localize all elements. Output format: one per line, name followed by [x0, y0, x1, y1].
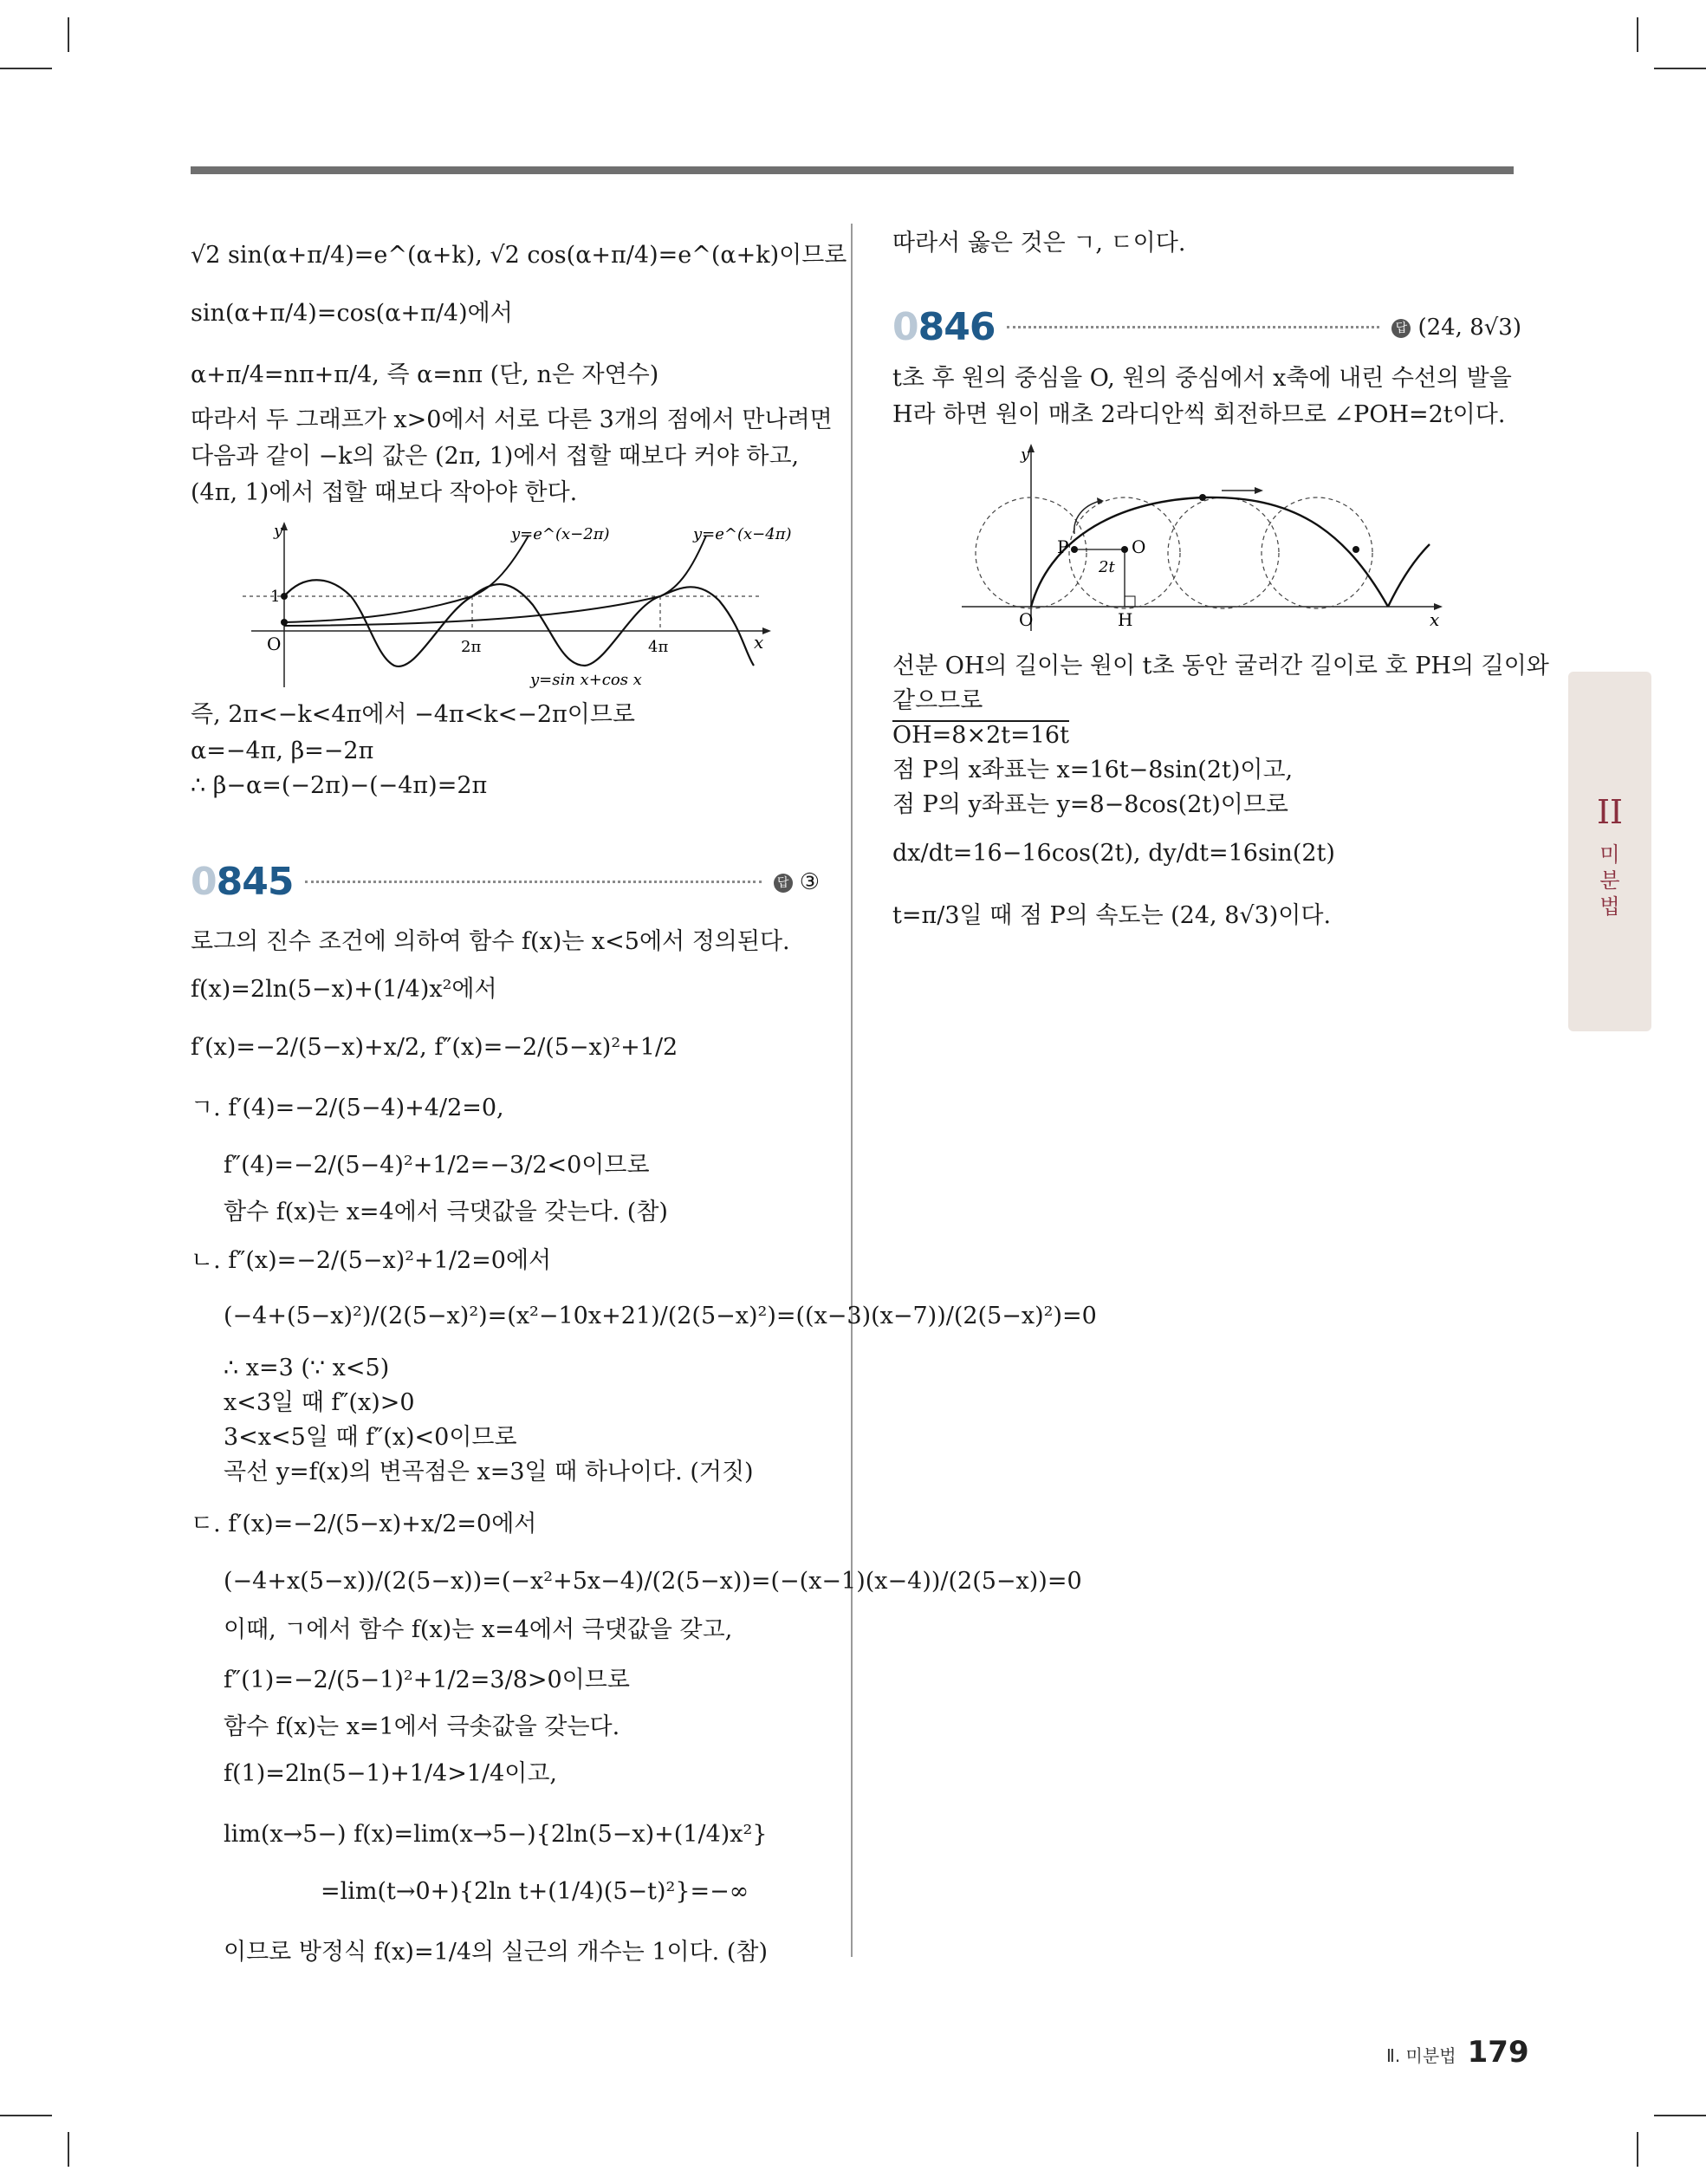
solution-line: f″(4)=−2/(5−4)²+1/2=−3/2<0이므로 [224, 1152, 650, 1179]
solution-line: (−4+x(5−x))/(2(5−x))=(−x²+5x−4)/(2(5−x))=(−(x−1)(x−4))/(2(5−x))=0 [224, 1568, 1082, 1595]
solution-line: t=π/3일 때 점 P의 속도는 (24, 8√3)이다. [892, 902, 1332, 929]
chapter-label [1568, 842, 1651, 920]
solution-line: sin(α+π/4)=cos(α+π/4)에서 [191, 300, 513, 327]
chapter-label-char: 분 [1599, 868, 1620, 893]
solution-line: ㄴ. f″(x)=−2/(5−x)²+1/2=0에서 [191, 1247, 552, 1274]
solution-line: 이므로 방정식 f(x)=1/4의 실근의 개수는 1이다. (참) [224, 1939, 768, 1966]
solution-line: 로그의 진수 조건에 의하여 함수 f(x)는 x<5에서 정의된다. [191, 928, 790, 955]
solution-line: OH=8×2t=16t [892, 722, 1069, 749]
graph-cycloid [962, 440, 1447, 635]
origin-label: O [267, 634, 282, 654]
solution-line: 즉, 2π<−k<4π에서 −4π<k<−2π이므로 [191, 701, 636, 728]
center-o-label: O [1132, 536, 1146, 557]
graph-exp-sin [225, 518, 792, 692]
crop-mark [68, 2132, 69, 2167]
solution-line: f(x)=2ln(5−x)+(1/4)x²에서 [191, 976, 497, 1003]
solution-line: H라 하면 원이 매초 2라디안씩 회전하므로 ∠POH=2t이다. [892, 401, 1506, 428]
x-axis-label: x [1430, 609, 1440, 630]
answer-mark: 답 (24, 8√3) [1391, 315, 1521, 341]
solution-line: dx/dt=16−16cos(2t), dy/dt=16sin(2t) [892, 840, 1335, 867]
problem-number: 0845 [191, 860, 294, 904]
crop-mark [1637, 2132, 1638, 2167]
point-h-label: H [1118, 609, 1133, 630]
solution-line: f(1)=2ln(5−1)+1/4>1/4이고, [224, 1760, 558, 1787]
answer-icon: 답 [774, 874, 793, 893]
solution-line: f″(1)=−2/(5−1)²+1/2=3/8>0이므로 [224, 1667, 630, 1693]
solution-line: 선분 OH의 길이는 원이 t초 동안 굴러간 길이로 호 PH의 길이와 [892, 653, 1549, 679]
solution-line: 점 P의 x좌표는 x=16t−8sin(2t)이고, [892, 757, 1294, 783]
point-p-label: P [1057, 536, 1069, 557]
problem-number: 0846 [892, 305, 996, 349]
angle-label: 2t [1099, 558, 1115, 576]
solution-line: 이때, ㄱ에서 함수 f(x)는 x=4에서 극댓값을 갖고, [224, 1616, 733, 1643]
leader-dots [1007, 326, 1379, 328]
solution-line: lim(x→5−) f(x)=lim(x→5−){2ln(5−x)+(1/4)x²} [224, 1821, 768, 1848]
solution-line: 따라서 두 그래프가 x>0에서 서로 다른 3개의 점에서 만나려면 [191, 406, 833, 433]
solution-line: (−4+(5−x)²)/(2(5−x)²)=(x²−10x+21)/(2(5−x)²)=((x−3)(x−7))/(2(5−x)²)=0 [224, 1303, 1097, 1329]
page-number: 179 [1467, 2035, 1529, 2070]
solution-line: x<3일 때 f″(x)>0 [224, 1389, 415, 1416]
solution-line: t초 후 원의 중심을 O, 원의 중심에서 x축에 내린 수선의 발을 [892, 365, 1512, 392]
chapter-label-char: 미 [1599, 842, 1620, 867]
crop-mark [1637, 17, 1638, 52]
crop-mark [1654, 68, 1706, 69]
solution-line: 함수 f(x)는 x=1에서 극솟값을 갖는다. [224, 1713, 620, 1740]
solution-line: 점 P의 y좌표는 y=8−8cos(2t)이므로 [892, 791, 1289, 818]
y-axis-label: y [1021, 445, 1030, 464]
crop-mark [68, 17, 69, 52]
curve-exp4pi-label: y=e^(x−4π) [693, 525, 792, 543]
solution-line: √2 sin(α+π/4)=e^(α+k), √2 cos(α+π/4)=e^(α+k)이므로 [191, 242, 847, 269]
chapter-label-char: 법 [1599, 894, 1620, 919]
solution-line: ㄱ. f′(4)=−2/(5−4)+4/2=0, [191, 1095, 504, 1121]
solution-line: α+π/4=nπ+π/4, 즉 α=nπ (단, n은 자연수) [191, 361, 659, 388]
two-pi-label: 2π [461, 638, 482, 656]
solution-line: (4π, 1)에서 접할 때보다 작아야 한다. [191, 479, 578, 506]
problem-header [191, 860, 820, 904]
solution-line: 다음과 같이 −k의 값은 (2π, 1)에서 접할 때보다 커야 하고, [191, 443, 800, 470]
solution-line: 함수 f(x)는 x=4에서 극댓값을 갖는다. (참) [224, 1199, 668, 1225]
chapter-tab [1568, 672, 1651, 1031]
footer-chapter: Ⅱ. 미분법 [1386, 2045, 1456, 2066]
one-label: 1 [270, 588, 281, 606]
solution-line: α=−4π, β=−2π [191, 738, 374, 764]
origin-label: O [1019, 609, 1034, 630]
column-divider [851, 224, 853, 1957]
solution-line: ㄷ. f′(x)=−2/(5−x)+x/2=0에서 [191, 1511, 537, 1537]
solution-line: 따라서 옳은 것은 ㄱ, ㄷ이다. [892, 230, 1186, 257]
header-rule [191, 166, 1514, 174]
chapter-number: II [1596, 793, 1624, 831]
page-footer [1386, 2035, 1529, 2070]
solution-line: 같으므로 [892, 687, 983, 714]
problem-header [892, 305, 1521, 349]
answer-mark: 답 ③ [774, 869, 820, 895]
crop-mark [0, 68, 52, 69]
curve-sincos-label: y=sin x+cos x [530, 671, 642, 689]
x-axis-label: x [754, 632, 764, 653]
solution-line: 곡선 y=f(x)의 변곡점은 x=3일 때 하나이다. (거짓) [224, 1459, 754, 1485]
solution-line: ∴ β−α=(−2π)−(−4π)=2π [191, 772, 488, 799]
solution-line: ∴ x=3 (∵ x<5) [224, 1355, 390, 1381]
crop-mark [0, 2115, 52, 2116]
y-axis-label: y [274, 522, 283, 540]
answer-icon: 답 [1391, 319, 1411, 338]
solution-line: 3<x<5일 때 f″(x)<0이므로 [224, 1424, 517, 1451]
curve-exp2pi-label: y=e^(x−2π) [511, 525, 610, 543]
leader-dots [305, 881, 761, 883]
four-pi-label: 4π [648, 638, 669, 656]
solution-line: f′(x)=−2/(5−x)+x/2, f″(x)=−2/(5−x)²+1/2 [191, 1034, 678, 1061]
crop-mark [1654, 2115, 1706, 2116]
solution-line: =lim(t→0+){2ln t+(1/4)(5−t)²}=−∞ [321, 1878, 749, 1905]
